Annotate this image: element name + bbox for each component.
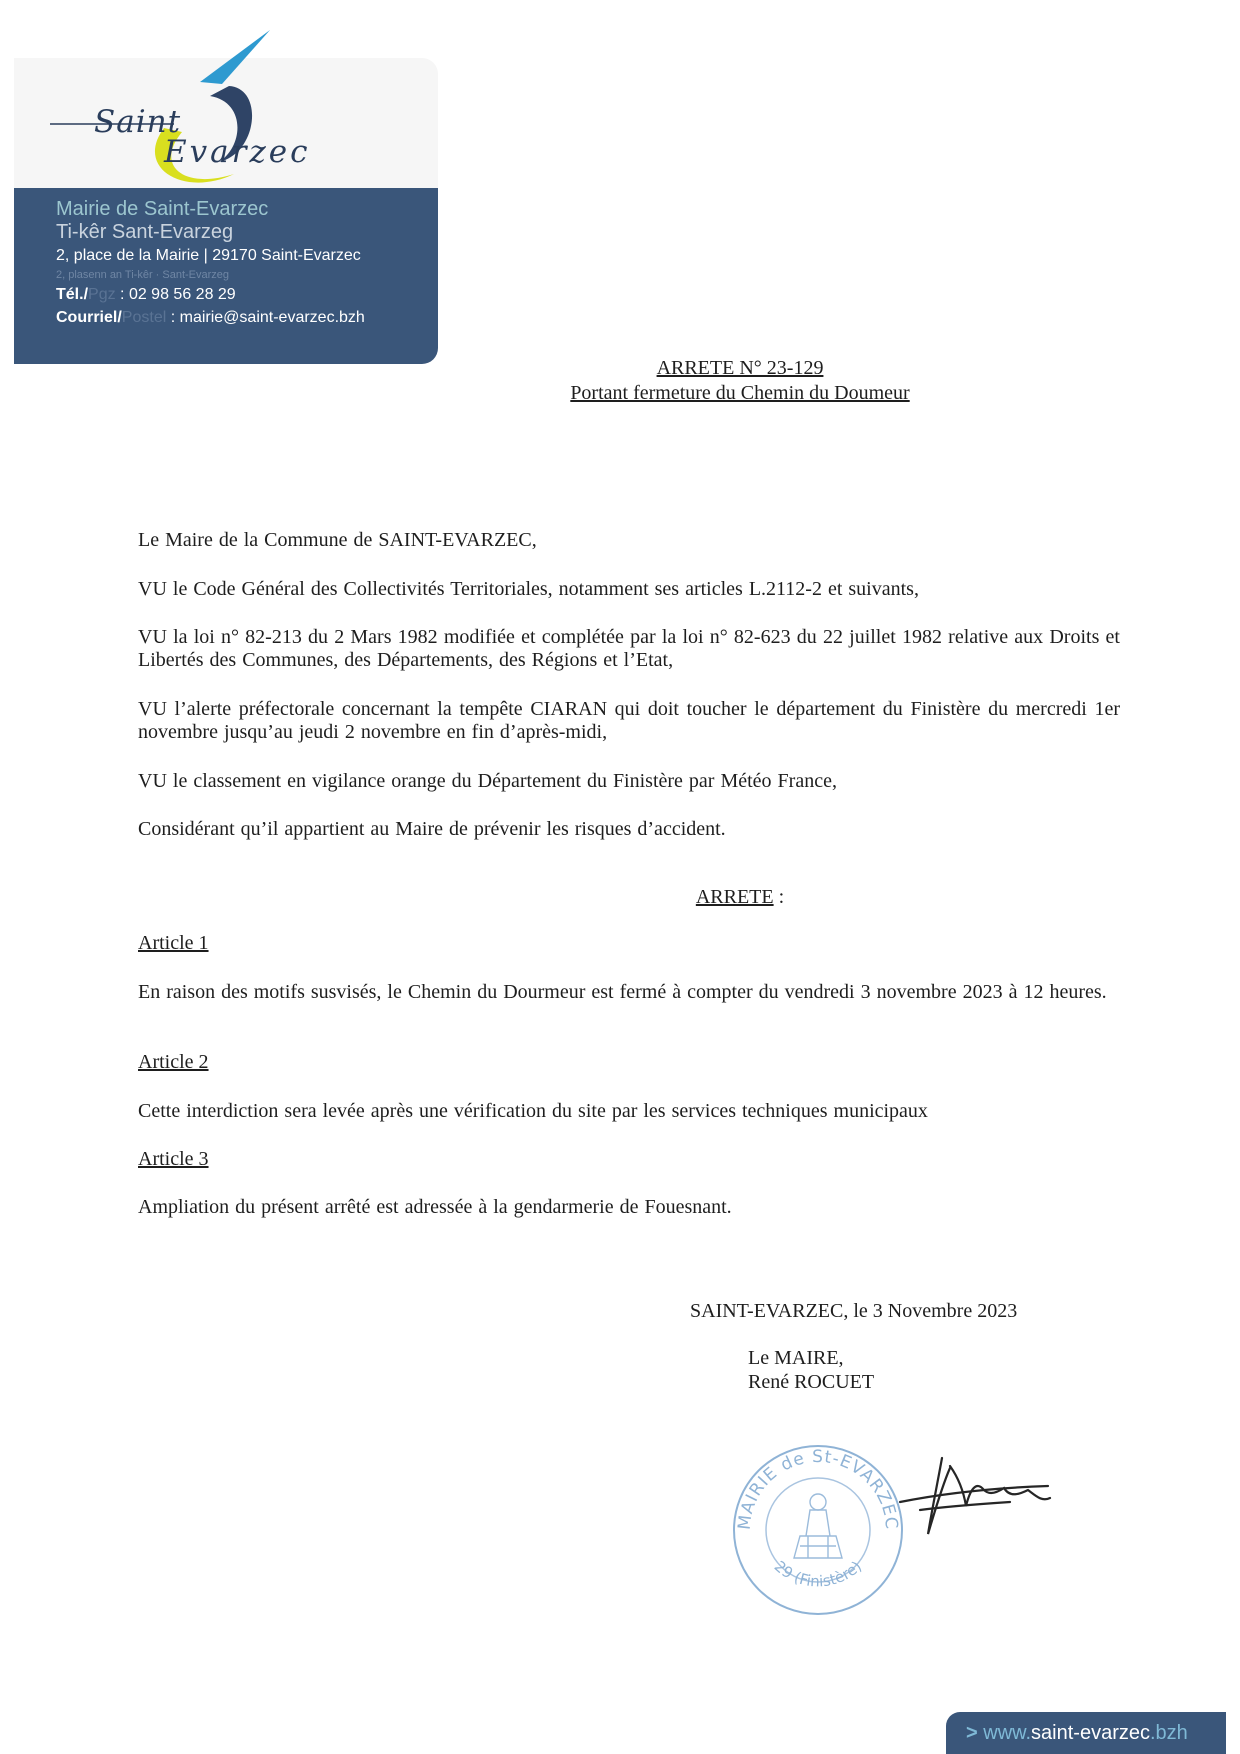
decree-heading: [500, 886, 980, 909]
seal-text-top: MAIRIE de St-EVARZEC: [734, 1446, 902, 1531]
mairie-address: 2, place de la Mairie | 29170 Saint-Evarzec: [56, 247, 361, 264]
contact-band: [14, 188, 438, 364]
phone-line: [56, 283, 438, 306]
preamble-mayor: Le Maire de la Commune de SAINT-EVARZEC,: [138, 529, 537, 551]
logo-text-evarzec: Evarzec: [164, 134, 311, 170]
mairie-name-french: Mairie de Saint-Evarzec: [56, 198, 269, 220]
decree-subject: Portant fermeture du Chemin du Doumeur: [570, 382, 910, 404]
email-label-breton: Postel: [121, 309, 167, 326]
article-3-heading: Article 3: [138, 1148, 209, 1170]
svg-text:MAIRIE de St-EVARZEC: [735, 1447, 902, 1531]
mairie-name-breton: Ti-kêr Sant-Evarzeg: [56, 221, 234, 243]
decree-heading-colon: :: [773, 886, 785, 908]
preamble-storm-alert: VU l’alerte préfectorale concernant la tempête CIARAN qui doit toucher le département du Finistère du mercredi 1er novembre jusqu’au jeudi 2 novembre en fin d’après-midi,: [138, 698, 1120, 743]
article-1-heading: Article 1: [138, 932, 209, 954]
handwritten-signature: [880, 1450, 1060, 1540]
website-tld: .bzh: [1149, 1722, 1188, 1744]
place-and-date: SAINT-EVARZEC, le 3 Novembre 2023: [690, 1300, 1018, 1322]
mairie-address-breton: 2, plasenn an Ti-kêr · Sant-Evarzeg: [56, 269, 230, 281]
decree-heading-word: ARRETE: [695, 886, 774, 908]
signatory-name: René ROCUET: [748, 1371, 875, 1393]
email-line: [56, 306, 438, 329]
email-label: Courriel/: [56, 309, 122, 326]
decree-title: [500, 356, 980, 406]
article-1-text: En raison des motifs susvisés, le Chemin du Dourmeur est fermé à compter du vendredi 3 novembre 2023 à 12 heures.: [138, 981, 1107, 1003]
logo-accent-icon: [196, 28, 276, 88]
email-address: : mairie@saint-evarzec.bzh: [170, 309, 365, 326]
phone-number: : 02 98 56 28 29: [120, 286, 236, 303]
website-domain: saint-evarzec: [1031, 1722, 1150, 1744]
preamble-law-1982: VU la loi n° 82-213 du 2 Mars 1982 modifiée et complétée par la loi n° 82-623 du 22 juillet 1982 relative aux Droits et Libertés des Communes, des Départements, des Régions et l’Etat,: [138, 626, 1120, 671]
phone-label: Tél./: [56, 286, 89, 303]
website-www: www.: [983, 1722, 1032, 1744]
svg-text:29 (Finistère): [771, 1557, 865, 1590]
seal-text-bottom: 29 (Finistère): [770, 1557, 866, 1591]
phone-label-breton: Pgz: [88, 286, 116, 303]
article-3-text: Ampliation du présent arrêté est adressée à la gendarmerie de Fouesnant.: [138, 1196, 732, 1218]
logo-text-saint: Saint: [94, 104, 182, 140]
preamble-considering: Considérant qu’il appartient au Maire de prévenir les risques d’accident.: [138, 818, 726, 840]
preamble-vigilance: VU le classement en vigilance orange du Département du Finistère par Météo France,: [138, 770, 837, 792]
signatory-role: Le MAIRE,: [748, 1347, 844, 1369]
chevron-right-icon: >: [966, 1722, 978, 1744]
preamble-cgct: VU le Code Général des Collectivités Territoriales, notamment ses articles L.2112-2 et suivants,: [138, 578, 919, 600]
decree-number: ARRETE N° 23-129: [656, 357, 824, 379]
article-2-text: Cette interdiction sera levée après une vérification du site par les services techniques municipaux: [138, 1100, 928, 1122]
website-badge: [946, 1712, 1226, 1754]
letterhead-card: [14, 58, 438, 364]
signatory-block: [748, 1346, 874, 1394]
article-2-heading: Article 2: [138, 1051, 209, 1073]
